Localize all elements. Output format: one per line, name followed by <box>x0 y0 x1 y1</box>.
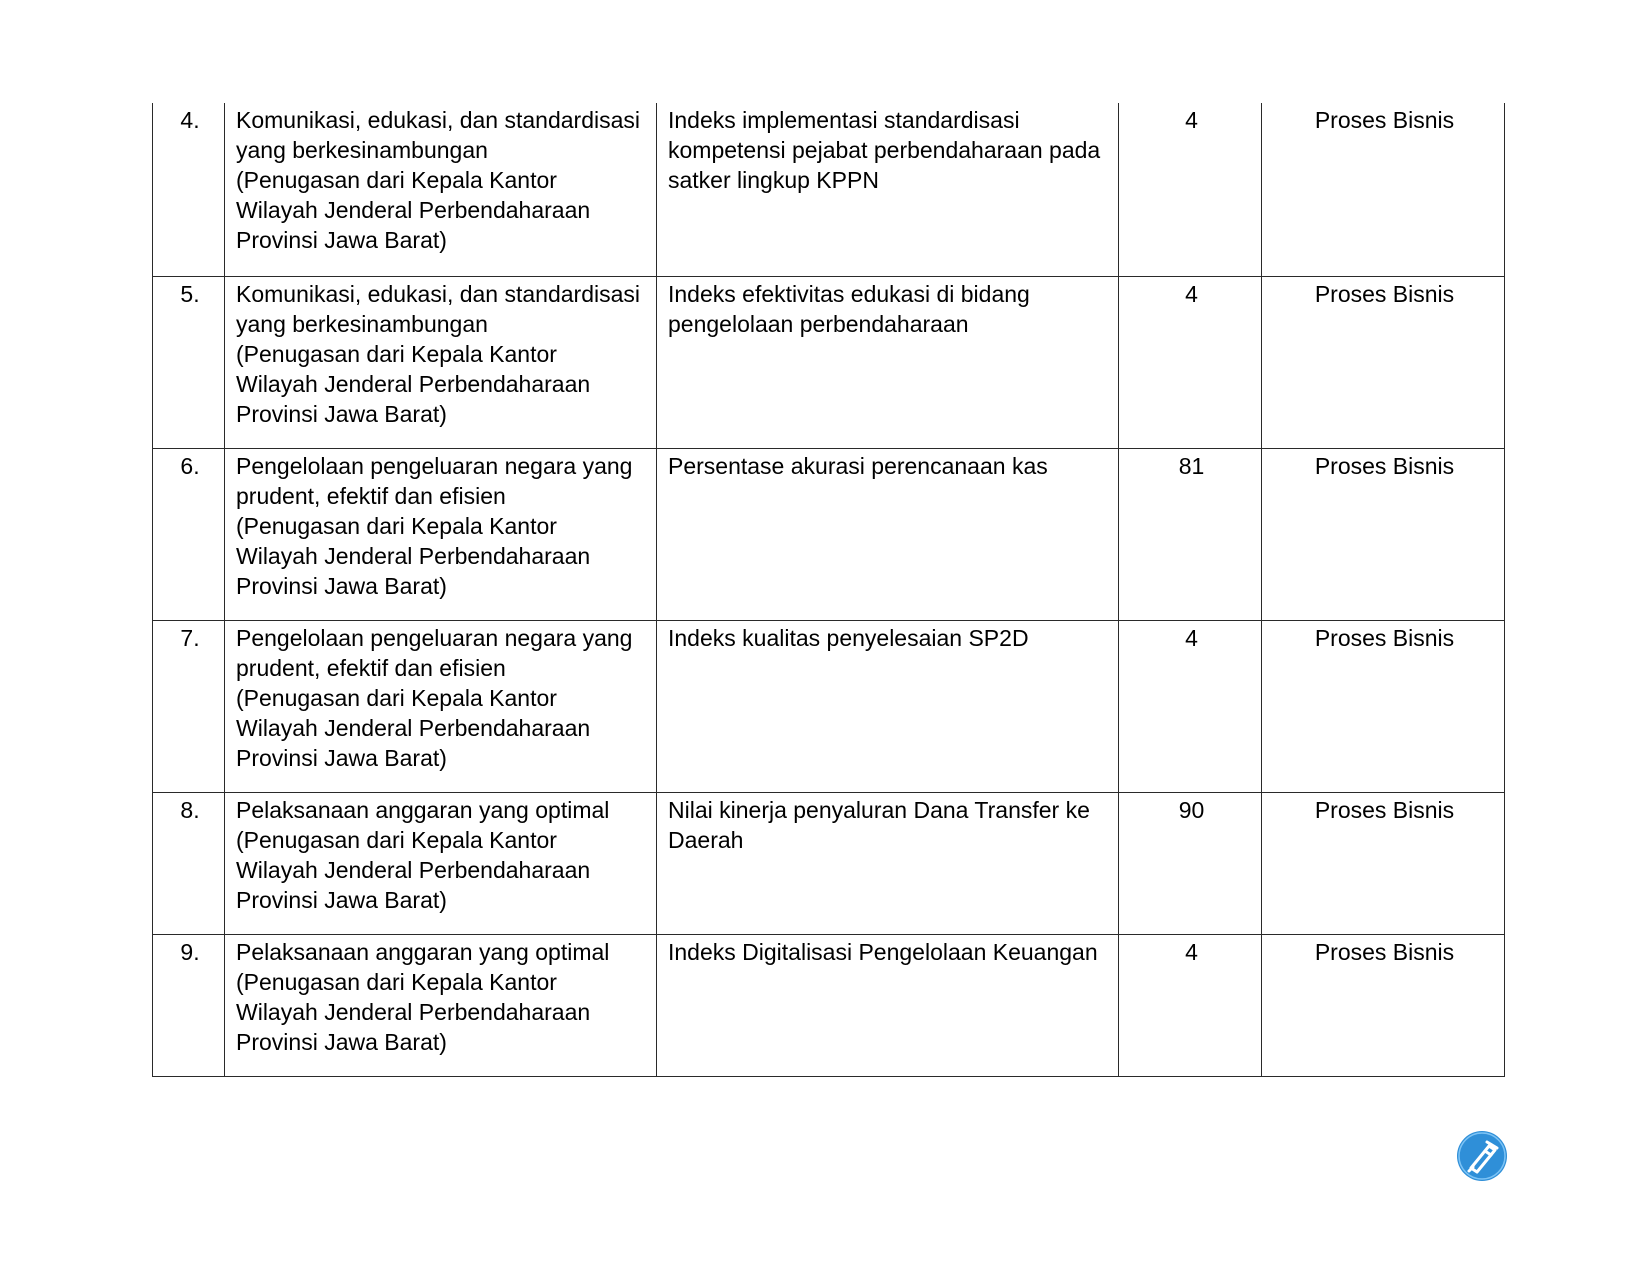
row-number: 6. <box>153 448 225 620</box>
row-number: 9. <box>153 934 225 1076</box>
table-row <box>153 620 1505 792</box>
target-cell: 4 <box>1119 934 1262 1076</box>
perspective-cell: Proses Bisnis <box>1262 792 1505 934</box>
perspective-cell: Proses Bisnis <box>1262 934 1505 1076</box>
indicator-cell: Indeks implementasi standardisasi kompetensi pejabat perbendaharaan pada satker lingkup KPPN <box>657 103 1119 276</box>
table-row <box>153 934 1505 1076</box>
perspective-cell: Proses Bisnis <box>1262 448 1505 620</box>
perspective-cell: Proses Bisnis <box>1262 103 1505 276</box>
table-row <box>153 276 1505 448</box>
table-row <box>153 103 1505 276</box>
program-cell: Komunikasi, edukasi, dan standardisasi yang berkesinambungan (Penugasan dari Kepala Kantor Wilayah Jenderal Perbendaharaan Provinsi Jawa Barat) <box>225 276 657 448</box>
performance-table <box>152 103 1505 1077</box>
target-cell: 81 <box>1119 448 1262 620</box>
program-cell: Pelaksanaan anggaran yang optimal (Penugasan dari Kepala Kantor Wilayah Jenderal Perbendaharaan Provinsi Jawa Barat) <box>225 934 657 1076</box>
signature-pen-icon <box>1456 1130 1508 1182</box>
target-cell: 90 <box>1119 792 1262 934</box>
indicator-cell: Indeks kualitas penyelesaian SP2D <box>657 620 1119 792</box>
row-number: 4. <box>153 103 225 276</box>
program-cell: Komunikasi, edukasi, dan standardisasi yang berkesinambungan (Penugasan dari Kepala Kantor Wilayah Jenderal Perbendaharaan Provinsi Jawa Barat) <box>225 103 657 276</box>
program-cell: Pelaksanaan anggaran yang optimal (Penugasan dari Kepala Kantor Wilayah Jenderal Perbendaharaan Provinsi Jawa Barat) <box>225 792 657 934</box>
table-row <box>153 448 1505 620</box>
row-number: 8. <box>153 792 225 934</box>
perspective-cell: Proses Bisnis <box>1262 620 1505 792</box>
row-number: 5. <box>153 276 225 448</box>
table-row <box>153 792 1505 934</box>
target-cell: 4 <box>1119 276 1262 448</box>
row-number: 7. <box>153 620 225 792</box>
perspective-cell: Proses Bisnis <box>1262 276 1505 448</box>
indicator-cell: Nilai kinerja penyaluran Dana Transfer ke Daerah <box>657 792 1119 934</box>
indicator-cell: Persentase akurasi perencanaan kas <box>657 448 1119 620</box>
program-cell: Pengelolaan pengeluaran negara yang prudent, efektif dan efisien (Penugasan dari Kepala Kantor Wilayah Jenderal Perbendaharaan Provinsi Jawa Barat) <box>225 620 657 792</box>
target-cell: 4 <box>1119 620 1262 792</box>
target-cell: 4 <box>1119 103 1262 276</box>
indicator-cell: Indeks Digitalisasi Pengelolaan Keuangan <box>657 934 1119 1076</box>
program-cell: Pengelolaan pengeluaran negara yang prudent, efektif dan efisien (Penugasan dari Kepala Kantor Wilayah Jenderal Perbendaharaan Provinsi Jawa Barat) <box>225 448 657 620</box>
indicator-cell: Indeks efektivitas edukasi di bidang pengelolaan perbendaharaan <box>657 276 1119 448</box>
